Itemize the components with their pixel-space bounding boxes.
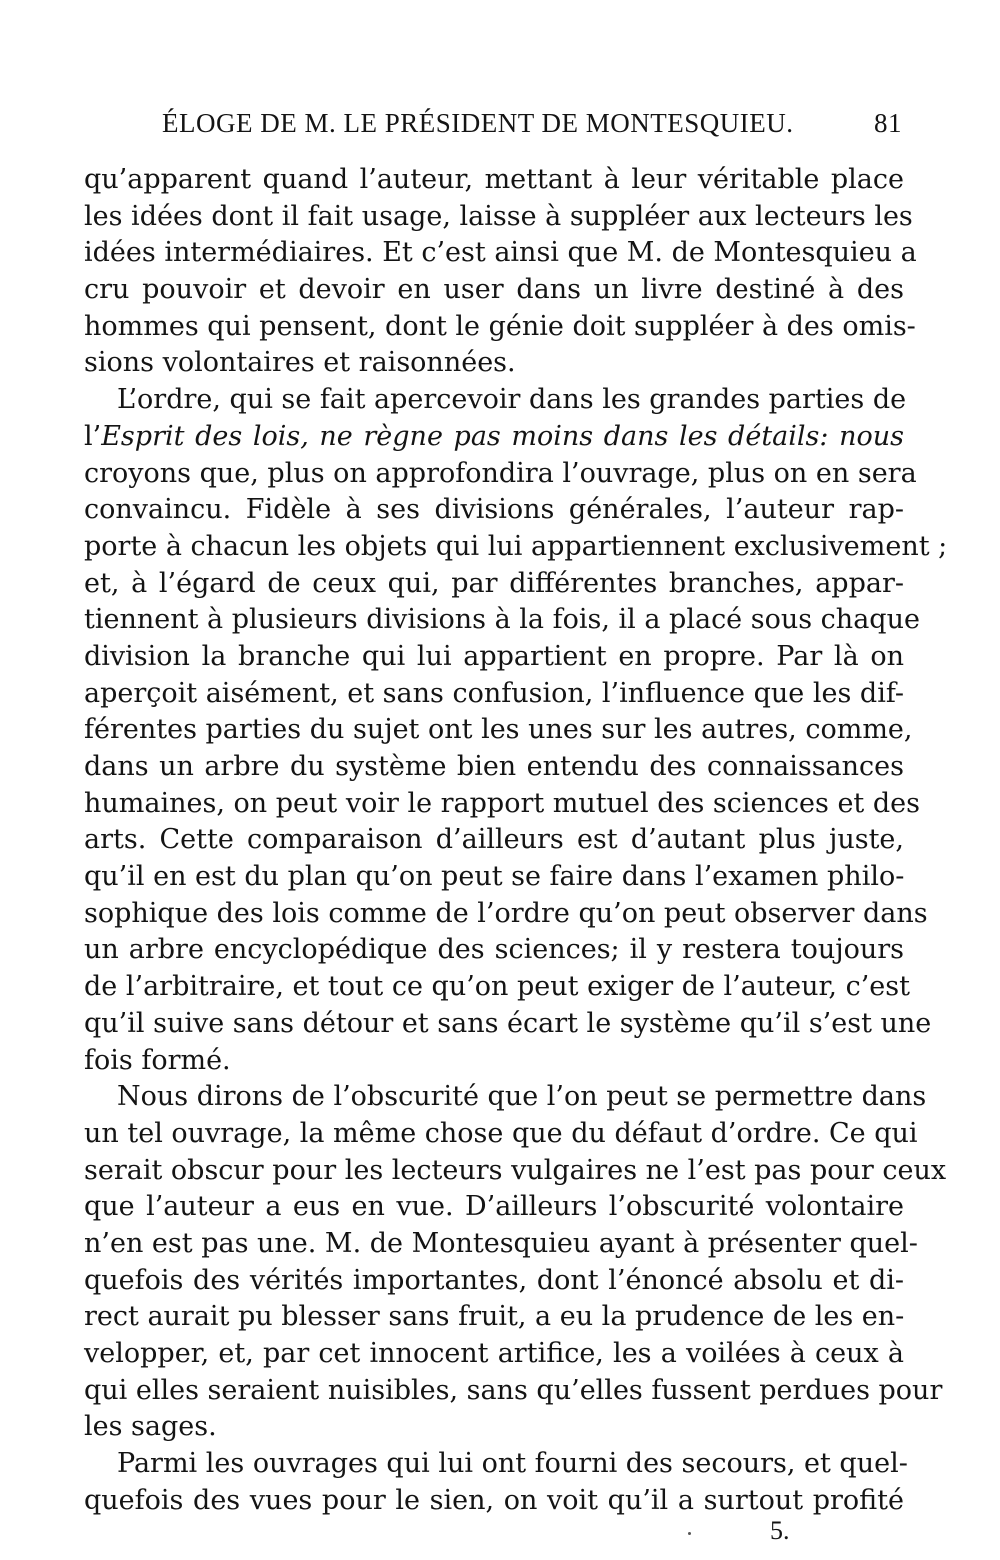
text-line: Parmi les ouvrages qui lui ont fourni des secours, et quel- [117, 1448, 908, 1480]
text-line: que l’auteur a eus en vue. D’ailleurs l’obscurité volontaire [84, 1191, 904, 1223]
text-line: arts. Cette comparaison d’ailleurs est d’autant plus juste, [84, 824, 904, 856]
italic-title: Esprit [101, 420, 185, 452]
text-line: fois formé. [84, 1044, 231, 1076]
text-line: qu’il suive sans détour et sans écart le système qu’il s’est une [84, 1007, 932, 1039]
text-line: serait obscur pour les lecteurs vulgaires ne l’est pas pour ceux [84, 1154, 947, 1186]
text-line: porte à chacun les objets qui lui appartiennent exclusivement ; [84, 530, 948, 562]
text-line: un arbre encyclopédique des sciences; il y restera toujours [84, 934, 904, 966]
running-title: ÉLOGE DE M. LE PRÉSIDENT DE MONTESQUIEU. [162, 108, 794, 138]
italic-prefix: l’ [84, 420, 102, 452]
signature-mark: 5. [770, 1516, 790, 1545]
text-line: croyons que, plus on approfondira l’ouvrage, plus on en sera [84, 457, 917, 489]
text-line: velopper, et, par cet innocent artifice, les a voilées à ceux à [84, 1338, 904, 1369]
text-line: tiennent à plusieurs divisions à la fois, il a placé sous chaque [84, 604, 920, 636]
text-line-with-italic [84, 419, 904, 456]
text-line: qu’apparent quand l’auteur, mettant à leur véritable place [84, 164, 904, 195]
text-line: quefois des vues pour le sien, on voit qu’il a surtout profité [84, 1484, 904, 1516]
text-line: Nous dirons de l’obscurité que l’on peut se permettre dans [117, 1081, 927, 1113]
text-line: de l’arbitraire, et tout ce qu’on peut exiger de l’auteur, c’est [84, 971, 910, 1003]
text-line: qu’il en est du plan qu’on peut se faire dans l’examen philo- [84, 861, 905, 893]
text-line: les sages. [84, 1411, 217, 1443]
text-line: sions volontaires et raisonnées. [84, 347, 516, 379]
text-line: n’en est pas une. M. de Montesquieu ayant à présenter quel- [84, 1227, 918, 1259]
text-line: L’ordre, qui se fait apercevoir dans les grandes parties de [117, 384, 907, 416]
text-line: rect aurait pu blesser sans fruit, a eu la prudence de les en- [84, 1301, 905, 1333]
text-line: les idées dont il fait usage, laisse à suppléer aux lecteurs les [84, 200, 913, 232]
text-line: qui elles seraient nuisibles, sans qu’elles fussent perdues pour [84, 1374, 943, 1406]
text-line: dans un arbre du système bien entendu des connaissances [84, 751, 904, 782]
text-line: division la branche qui lui appartient en propre. Par là on [84, 640, 904, 672]
text-line: et, à l’égard de ceux qui, par différentes branches, appar- [84, 567, 904, 599]
page-number: 81 [874, 108, 902, 138]
text-line: convaincu. Fidèle à ses divisions générales, l’auteur rap- [84, 494, 904, 526]
text-line: hommes qui pensent, dont le génie doit suppléer à des omis- [84, 310, 916, 342]
text-line: un tel ouvrage, la même chose que du défaut d’ordre. Ce qui [84, 1117, 918, 1149]
text-line: quefois des vérités importantes, dont l’énoncé absolu et di- [84, 1264, 904, 1296]
italic-title-rest: des lois, ne règne pas moins dans les détails: nous [195, 420, 904, 452]
text-line: cru pouvoir et devoir en user dans un livre destiné à des [84, 274, 904, 306]
text-line: humaines, on peut voir le rapport mutuel des sciences et des [84, 787, 920, 819]
running-head [162, 108, 902, 148]
text-line: sophique des lois comme de l’ordre qu’on peut observer dans [84, 897, 928, 929]
print-speck [688, 1532, 691, 1535]
text-line: férentes parties du sujet ont les unes sur les autres, comme, [84, 714, 913, 746]
text-line: aperçoit aisément, et sans confusion, l’influence que les dif- [84, 677, 904, 709]
body-text [84, 162, 948, 1519]
text-line: idées intermédiaires. Et c’est ainsi que M. de Montesquieu a [84, 237, 917, 269]
